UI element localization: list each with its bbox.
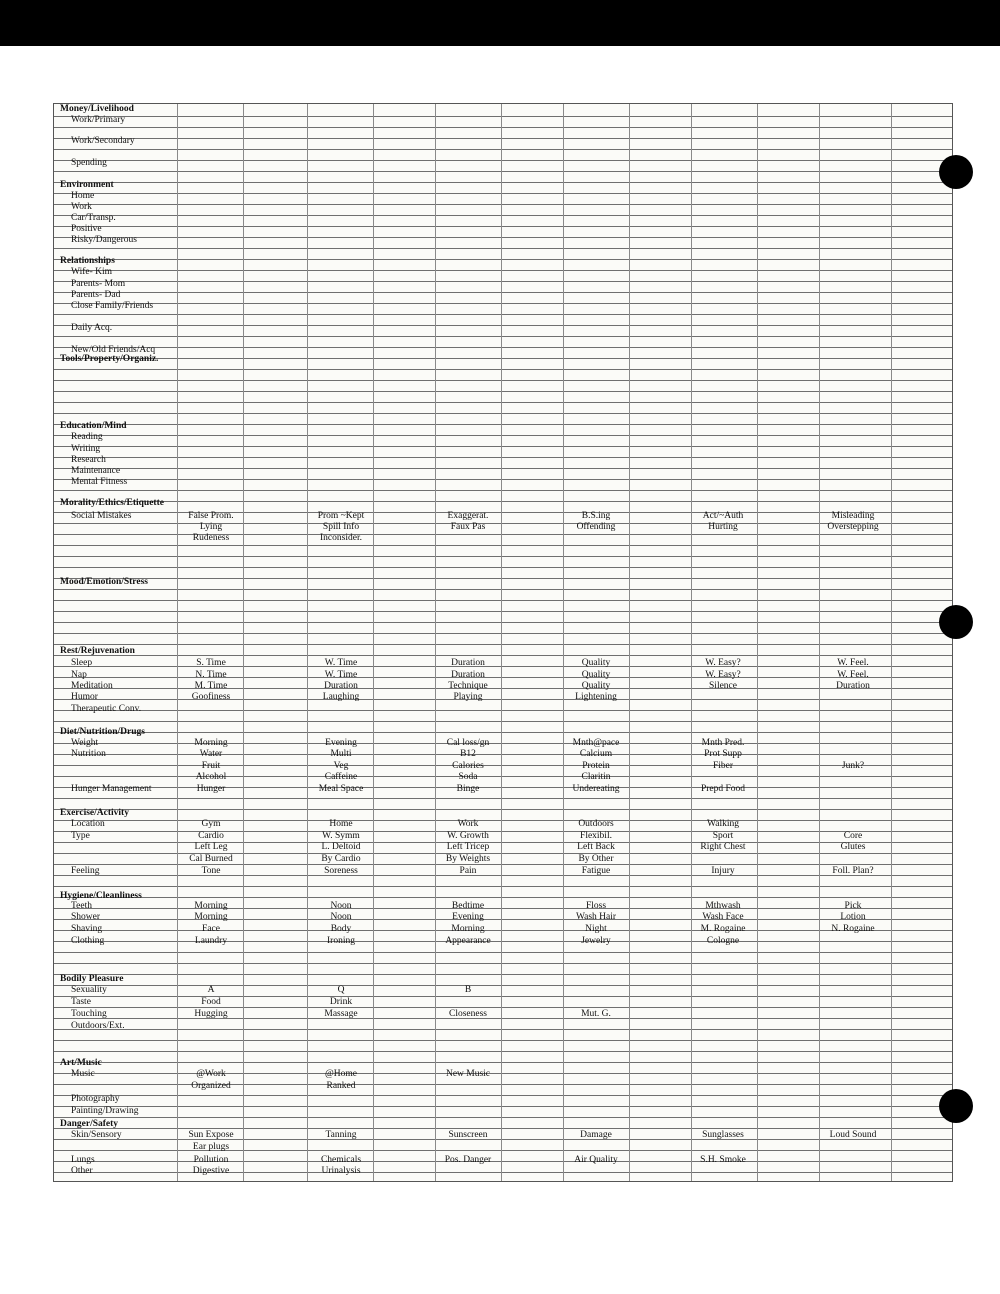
row-label: Work/Primary: [71, 115, 126, 125]
row-label: Mental Fitness: [71, 477, 128, 487]
section-heading: Education/Mind: [60, 421, 127, 431]
row-label: Outdoors/Ext.: [71, 1021, 125, 1031]
grid-cell-entry: Jewelry: [581, 936, 611, 946]
grid-cell-entry: Misleading: [831, 511, 875, 521]
row-label: Shaving: [71, 924, 103, 934]
grid-column-line: [373, 104, 374, 1181]
grid-cell-entry: Lotion: [840, 912, 866, 922]
grid-cell-entry: Loud Sound: [829, 1130, 877, 1140]
row-label: Shower: [71, 912, 101, 922]
section-heading: Diet/Nutrition/Drugs: [60, 727, 145, 737]
row-label: Reading: [71, 432, 103, 442]
row-label: Writing: [71, 444, 101, 454]
grid-column-line: [691, 104, 692, 1181]
grid-cell-entry: Gym: [201, 819, 221, 829]
section-heading: Morality/Ethics/Etiquette: [60, 498, 164, 508]
grid-cell-entry: Q: [337, 985, 345, 995]
row-label: Touching: [71, 1009, 107, 1019]
row-label: Feeling: [71, 866, 100, 876]
grid-cell-entry: W. Feel.: [837, 670, 869, 680]
grid-cell-entry: Organized: [191, 1081, 231, 1091]
grid-cell-entry: Core: [843, 831, 863, 841]
grid-cell-entry: Duration: [836, 681, 870, 691]
grid-cell-entry: B12: [460, 749, 476, 759]
grid-cell-entry: Sport: [712, 831, 734, 841]
grid-cell-entry: Sunscreen: [448, 1130, 488, 1140]
row-label: Photography: [71, 1094, 120, 1104]
row-label: Nutrition: [71, 749, 106, 759]
grid-cell-entry: Fiber: [712, 761, 734, 771]
grid-cell-entry: L. Deltoid: [321, 842, 361, 852]
grid-cell-entry: Claritin: [581, 772, 611, 782]
row-label: Skin/Sensory: [71, 1130, 122, 1140]
row-label: Work: [71, 202, 92, 212]
grid-cell-entry: Face: [202, 924, 220, 934]
section-heading: Rest/Rejuvenation: [60, 646, 135, 656]
grid-cell-entry: Sunglasses: [702, 1130, 744, 1140]
row-label: Music: [71, 1069, 95, 1079]
row-label: Close Family/Friends: [71, 301, 154, 311]
grid-cell-entry: Quality: [581, 681, 611, 691]
grid-cell-entry: Goofiness: [191, 692, 231, 702]
grid-cell-entry: Air Quality: [574, 1155, 618, 1165]
grid-cell-entry: W. Growth: [447, 831, 489, 841]
grid-cell-entry: Urinalysis: [321, 1166, 361, 1176]
grid-cell-entry: Mut. G.: [581, 1009, 611, 1019]
grid-cell-entry: Home: [329, 819, 353, 829]
grid-cell-entry: Cal loss/gn: [446, 738, 490, 748]
grid-cell-entry: Glutes: [840, 842, 866, 852]
grid-cell-entry: Laughing: [322, 692, 360, 702]
grid-cell-entry: Evening: [325, 738, 357, 748]
grid-cell-entry: Lightening: [575, 692, 617, 702]
grid-cell-entry: Fruit: [201, 761, 221, 771]
row-label: Taste: [71, 997, 91, 1007]
grid-cell-entry: Night: [585, 924, 607, 934]
section-heading: Tools/Property/Organiz.: [60, 354, 159, 364]
grid-cell-entry: Pain: [459, 866, 477, 876]
row-label: Spending: [71, 158, 107, 168]
section-heading: Relationships: [60, 256, 115, 266]
grid-cell-entry: Duration: [324, 681, 358, 691]
row-label: New/Old Friends/Acq: [71, 345, 156, 355]
grid-cell-entry: Hunger: [196, 784, 226, 794]
grid-cell-entry: Tanning: [325, 1130, 357, 1140]
grid-cell-entry: Walking: [707, 819, 739, 829]
grid-cell-entry: Faux Pas: [450, 522, 486, 532]
grid-cell-entry: Evening: [452, 912, 484, 922]
grid-cell-entry: W. Symm: [322, 831, 360, 841]
grid-cell-entry: Multi: [330, 749, 352, 759]
grid-cell-entry: Left Back: [577, 842, 615, 852]
row-label: Hunger Management: [71, 784, 152, 794]
grid-cell-entry: Cal Burned: [189, 854, 233, 864]
row-label: Weight: [71, 738, 99, 748]
grid-cell-entry: B: [464, 985, 472, 995]
grid-column-line: [307, 104, 308, 1181]
grid-cell-entry: Quality: [581, 658, 611, 668]
row-label: Work/Secondary: [71, 136, 135, 146]
grid-cell-entry: Ironing: [327, 936, 355, 946]
grid-cell-entry: Right Chest: [700, 842, 746, 852]
grid-cell-entry: Lying: [199, 522, 223, 532]
grid-cell-entry: Chemicals: [320, 1155, 362, 1165]
grid-cell-entry: Body: [330, 924, 352, 934]
row-label: Meditation: [71, 681, 113, 691]
row-label: Maintenance: [71, 466, 121, 476]
grid-cell-entry: Prom ~Kept: [317, 511, 365, 521]
row-label: Wife- Kim: [71, 267, 113, 277]
grid-cell-entry: Rudeness: [192, 533, 230, 543]
grid-cell-entry: Duration: [451, 658, 485, 668]
row-label: Sexuality: [71, 985, 107, 995]
grid-cell-entry: By Weights: [445, 854, 491, 864]
grid-cell-entry: W. Time: [324, 670, 358, 680]
row-label: Teeth: [71, 901, 92, 911]
grid-cell-entry: Cologne: [706, 936, 740, 946]
grid-cell-entry: Hurting: [708, 522, 738, 532]
grid-cell-entry: Veg: [333, 761, 349, 771]
grid-cell-entry: Calcium: [579, 749, 613, 759]
grid-cell-entry: Morning: [194, 912, 228, 922]
grid-cell-entry: Ear plugs: [192, 1142, 230, 1152]
row-label: Parents- Mom: [71, 279, 126, 289]
grid-cell-entry: Bedtime: [451, 901, 485, 911]
grid-column-line: [243, 104, 244, 1181]
grid-cell-entry: B.S.ing: [581, 511, 611, 521]
grid-cell-entry: Quality: [581, 670, 611, 680]
grid-cell-entry: Calories: [452, 761, 484, 771]
grid-cell-entry: Playing: [453, 692, 483, 702]
row-label: Other: [71, 1166, 93, 1176]
grid-cell-entry: Work: [457, 819, 479, 829]
grid-cell-entry: Pos. Danger: [444, 1155, 492, 1165]
row-label: Clothing: [71, 936, 105, 946]
grid-cell-entry: Outdoors: [578, 819, 614, 829]
grid-cell-entry: Mthwash: [705, 901, 741, 911]
grid-cell-entry: Overstepping: [827, 522, 879, 532]
grid-cell-entry: Floss: [585, 901, 607, 911]
grid-cell-entry: N. Rogaine: [831, 924, 875, 934]
grid-cell-entry: W. Time: [324, 658, 358, 668]
grid-cell-entry: By Cardio: [321, 854, 361, 864]
grid-cell-entry: Sun Expose: [188, 1130, 234, 1140]
section-heading: Art/Music: [60, 1058, 102, 1068]
row-label: Location: [71, 819, 105, 829]
section-heading: Danger/Safety: [60, 1119, 119, 1129]
section-heading: Environment: [60, 180, 114, 190]
grid-cell-entry: Left Tricep: [446, 842, 490, 852]
grid-cell-entry: Prot Supp: [704, 749, 742, 759]
grid-cell-entry: Fatigue: [581, 866, 611, 876]
grid-cell-entry: Undereating: [572, 784, 620, 794]
row-label: Painting/Drawing: [71, 1106, 139, 1116]
grid-cell-entry: Duration: [451, 670, 485, 680]
grid-cell-entry: Meal Space: [318, 784, 364, 794]
row-label: Car/Transp.: [71, 213, 116, 223]
grid-cell-entry: Soreness: [324, 866, 358, 876]
grid-cell-entry: Pollution: [193, 1155, 229, 1165]
grid-cell-entry: Morning: [451, 924, 485, 934]
section-heading: Money/Livelihood: [60, 104, 134, 114]
grid-cell-entry: S.H. Smoke: [700, 1155, 746, 1165]
row-label: Risky/Dangerous: [71, 235, 137, 245]
grid-cell-entry: Pick: [844, 901, 862, 911]
grid-cell-entry: S. Time: [196, 658, 226, 668]
binder-hole: [939, 605, 973, 639]
grid-cell-entry: Spill Info: [322, 522, 360, 532]
grid-cell-entry: Hugging: [194, 1009, 228, 1019]
section-heading: Hygiene/Cleanliness: [60, 891, 142, 901]
grid-column-line: [177, 104, 178, 1181]
grid-column-line: [891, 104, 892, 1181]
ledger-grid: [53, 103, 953, 1182]
grid-cell-entry: A: [207, 985, 215, 995]
grid-column-line: [757, 104, 758, 1181]
grid-cell-entry: Appearance: [445, 936, 491, 946]
grid-cell-entry: Act/~Auth: [702, 511, 744, 521]
grid-cell-entry: Massage: [324, 1009, 358, 1019]
section-heading: Exercise/Activity: [60, 808, 129, 818]
grid-cell-entry: Cardio: [198, 831, 224, 841]
grid-cell-entry: Caffeine: [324, 772, 358, 782]
row-label: Type: [71, 831, 90, 841]
row-label: Daily Acq.: [71, 323, 113, 333]
grid-cell-entry: Food: [201, 997, 221, 1007]
grid-cell-entry: Injury: [711, 866, 735, 876]
grid-cell-entry: Technique: [448, 681, 488, 691]
grid-cell-entry: Noon: [330, 912, 352, 922]
grid-cell-entry: W. Feel.: [837, 658, 869, 668]
grid-cell-entry: Mnth@pace: [572, 738, 620, 748]
row-label: Parents- Dad: [71, 290, 121, 300]
grid-cell-entry: Ranked: [326, 1081, 356, 1091]
grid-cell-entry: Morning: [194, 901, 228, 911]
grid-cell-entry: Mnth Pred.: [701, 738, 745, 748]
grid-cell-entry: W. Easy?: [705, 658, 741, 668]
grid-cell-entry: Binge: [456, 784, 480, 794]
grid-cell-entry: Prepd Food: [700, 784, 746, 794]
grid-cell-entry: Exaggerat.: [447, 511, 489, 521]
grid-cell-entry: @Home: [325, 1069, 357, 1079]
grid-cell-entry: Protein: [582, 761, 610, 771]
grid-cell-entry: Noon: [330, 901, 352, 911]
section-heading: Bodily Pleasure: [60, 974, 124, 984]
row-label: Lungs: [71, 1155, 95, 1165]
binder-hole: [939, 155, 973, 189]
grid-cell-entry: W. Easy?: [705, 670, 741, 680]
row-label: Therapeutic Conv.: [71, 704, 142, 714]
grid-cell-entry: N. Time: [195, 670, 227, 680]
grid-cell-entry: Tone: [201, 866, 221, 876]
grid-cell-entry: Junk?: [841, 761, 865, 771]
grid-cell-entry: Drink: [329, 997, 353, 1007]
grid-cell-entry: Water: [199, 749, 223, 759]
row-label: Positive: [71, 224, 102, 234]
grid-cell-entry: By Other: [578, 854, 614, 864]
grid-cell-entry: New Music: [445, 1069, 491, 1079]
section-heading: Mood/Emotion/Stress: [60, 577, 148, 587]
grid-cell-entry: M. Rogaine: [700, 924, 746, 934]
grid-cell-entry: Soda: [458, 772, 478, 782]
scan-top-border: [0, 0, 1000, 46]
row-label: Home: [71, 191, 95, 201]
grid-cell-entry: Inconsider.: [320, 533, 362, 543]
grid-cell-entry: Wash Hair: [575, 912, 617, 922]
grid-cell-entry: Damage: [580, 1130, 612, 1140]
grid-column-line: [629, 104, 630, 1181]
grid-cell-entry: Flexibil.: [580, 831, 612, 841]
grid-cell-entry: Foll. Plan?: [832, 866, 874, 876]
grid-cell-entry: Wash Face: [702, 912, 744, 922]
grid-column-line: [501, 104, 502, 1181]
grid-cell-entry: False Prom.: [188, 511, 234, 521]
grid-cell-entry: Closeness: [449, 1009, 487, 1019]
row-label: Nap: [71, 670, 87, 680]
grid-cell-entry: Laundry: [194, 936, 228, 946]
binder-hole: [939, 1089, 973, 1123]
row-label: Social Mistakes: [71, 511, 132, 521]
grid-cell-entry: Silence: [709, 681, 737, 691]
row-label: Research: [71, 455, 106, 465]
row-label: Humor: [71, 692, 98, 702]
grid-cell-entry: M. Time: [194, 681, 228, 691]
grid-column-line: [819, 104, 820, 1181]
grid-cell-entry: Alcohol: [195, 772, 227, 782]
grid-cell-entry: Morning: [194, 738, 228, 748]
grid-cell-entry: Offending: [576, 522, 616, 532]
grid-cell-entry: Digestive: [192, 1166, 230, 1176]
grid-cell-entry: Left Leg: [194, 842, 228, 852]
row-label: Sleep: [71, 658, 93, 668]
grid-cell-entry: @Work: [196, 1069, 226, 1079]
